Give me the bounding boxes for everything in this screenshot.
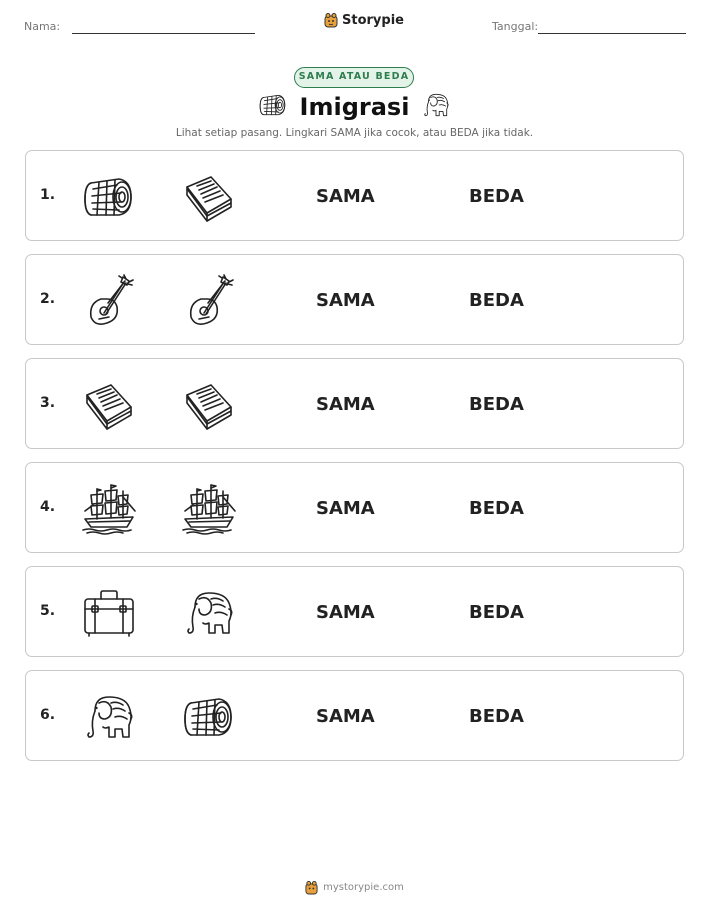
- question-row-1: [25, 150, 684, 241]
- question-row-5: [25, 566, 684, 657]
- storypie-mascot-icon: [324, 12, 338, 28]
- beda-option[interactable]: BEDA: [469, 186, 524, 207]
- storypie-mascot-icon: [305, 880, 318, 895]
- question-row-2: [25, 254, 684, 345]
- question-number: 3.: [40, 395, 56, 411]
- date-field[interactable]: [538, 33, 686, 34]
- page-title: Imigrasi: [299, 93, 410, 121]
- brand-logo: [324, 12, 404, 28]
- name-label: Nama:: [24, 20, 61, 33]
- sama-option[interactable]: SAMA: [316, 290, 375, 311]
- sama-option[interactable]: SAMA: [316, 394, 375, 415]
- book-icon: [81, 377, 137, 433]
- beda-option[interactable]: BEDA: [469, 706, 524, 727]
- question-number: 4.: [40, 499, 56, 515]
- question-number: 6.: [40, 707, 56, 723]
- mandolin-icon: [81, 273, 137, 329]
- sama-option[interactable]: SAMA: [316, 706, 375, 727]
- sailing-ship-icon: [181, 481, 237, 537]
- question-number: 2.: [40, 291, 56, 307]
- suitcase-icon: [81, 585, 137, 641]
- instructions: Lihat setiap pasang. Lingkari SAMA jika cocok, atau BEDA jika tidak.: [175, 127, 534, 139]
- brand-name: Storypie: [342, 12, 404, 28]
- beda-option[interactable]: BEDA: [469, 290, 524, 311]
- elephant-icon: [421, 90, 451, 124]
- date-label: Tanggal:: [492, 20, 539, 33]
- rolled-mat-icon: [81, 169, 137, 225]
- question-number: 1.: [40, 187, 56, 203]
- sama-option[interactable]: SAMA: [316, 186, 375, 207]
- question-row-6: [25, 670, 684, 761]
- beda-option[interactable]: BEDA: [469, 602, 524, 623]
- sama-option[interactable]: SAMA: [316, 498, 375, 519]
- beda-option[interactable]: BEDA: [469, 394, 524, 415]
- question-row-3: [25, 358, 684, 449]
- book-icon: [181, 377, 237, 433]
- activity-badge: SAMA ATAU BEDA: [294, 67, 414, 88]
- sama-option[interactable]: SAMA: [316, 602, 375, 623]
- footer-url: mystorypie.com: [323, 882, 404, 893]
- rolled-mat-icon: [181, 689, 237, 745]
- footer: [0, 880, 709, 895]
- question-row-4: [25, 462, 684, 553]
- mandolin-icon: [181, 273, 237, 329]
- elephant-icon: [81, 689, 137, 745]
- elephant-icon: [181, 585, 237, 641]
- rolled-mat-icon: [258, 90, 288, 124]
- question-number: 5.: [40, 603, 56, 619]
- book-icon: [181, 169, 237, 225]
- name-field[interactable]: [72, 33, 255, 34]
- sailing-ship-icon: [81, 481, 137, 537]
- beda-option[interactable]: BEDA: [469, 498, 524, 519]
